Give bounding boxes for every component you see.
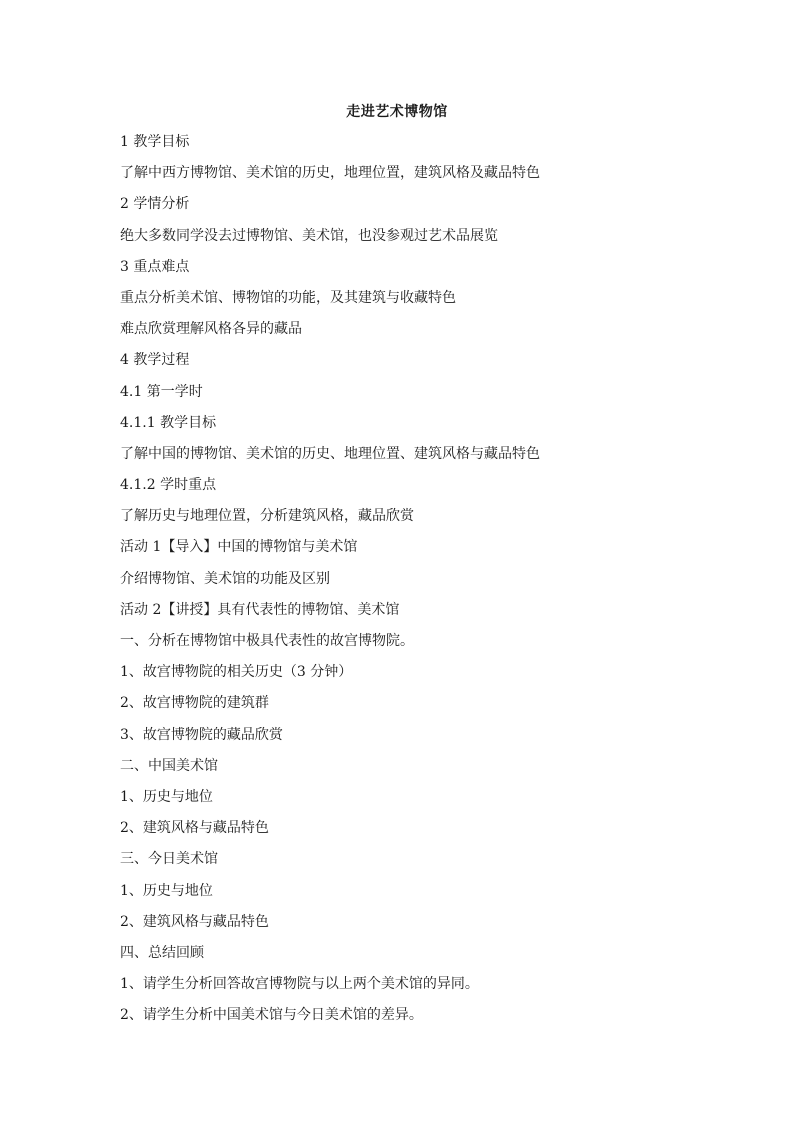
paragraph-line: 活动 2【讲授】具有代表性的博物馆、美术馆	[120, 601, 400, 618]
paragraph-line: 1、故宫博物院的相关历史（3 分钟）	[120, 664, 353, 681]
paragraph-line: 了解历史与地理位置，分析建筑风格，藏品欣赏	[120, 508, 414, 525]
paragraph-line: 4.1 第一学时	[120, 383, 203, 400]
paragraph-line: 3、故宫博物院的藏品欣赏	[120, 726, 283, 743]
paragraph-line: 三、今日美术馆	[120, 851, 218, 868]
paragraph-line: 1、历史与地位	[120, 788, 213, 805]
paragraph-line: 3 重点难点	[120, 258, 190, 275]
paragraph-line: 4.1.1 教学目标	[120, 414, 217, 431]
paragraph-line: 4 教学过程	[120, 352, 190, 369]
paragraph-line: 难点欣赏理解风格各异的藏品	[120, 321, 302, 338]
paragraph-line: 活动 1【导入】中国的博物馆与美术馆	[120, 539, 358, 556]
paragraph-line: 1、历史与地位	[120, 882, 213, 899]
paragraph-line: 2 学情分析	[120, 196, 190, 213]
paragraph-line: 1、请学生分析回答故宫博物院与以上两个美术馆的异同。	[120, 976, 479, 993]
paragraph-line: 2、故宫博物院的建筑群	[120, 695, 269, 712]
paragraph-line: 二、中国美术馆	[120, 757, 218, 774]
paragraph-line: 四、总结回顾	[120, 944, 204, 961]
paragraph-line: 了解中西方博物馆、美术馆的历史，地理位置，建筑风格及藏品特色	[120, 165, 540, 182]
document-body	[120, 131, 720, 1035]
page-title: 走进艺术博物馆	[346, 104, 448, 120]
paragraph-line: 2、建筑风格与藏品特色	[120, 820, 269, 837]
paragraph-line: 4.1.2 学时重点	[120, 477, 217, 494]
paragraph-line: 2、请学生分析中国美术馆与今日美术馆的差异。	[120, 1007, 423, 1024]
paragraph-line: 1 教学目标	[120, 134, 190, 150]
paragraph-line: 介绍博物馆、美术馆的功能及区别	[120, 570, 330, 587]
paragraph-line: 重点分析美术馆、博物馆的功能，及其建筑与收藏特色	[120, 289, 456, 306]
paragraph-line: 了解中国的博物馆、美术馆的历史、地理位置、建筑风格与藏品特色	[120, 445, 540, 462]
paragraph-line: 一、分析在博物馆中极具代表性的故宫博物院。	[120, 633, 414, 649]
paragraph-line: 2、建筑风格与藏品特色	[120, 913, 269, 930]
paragraph-line: 绝大多数同学没去过博物馆、美术馆，也没参观过艺术品展览	[120, 227, 498, 244]
